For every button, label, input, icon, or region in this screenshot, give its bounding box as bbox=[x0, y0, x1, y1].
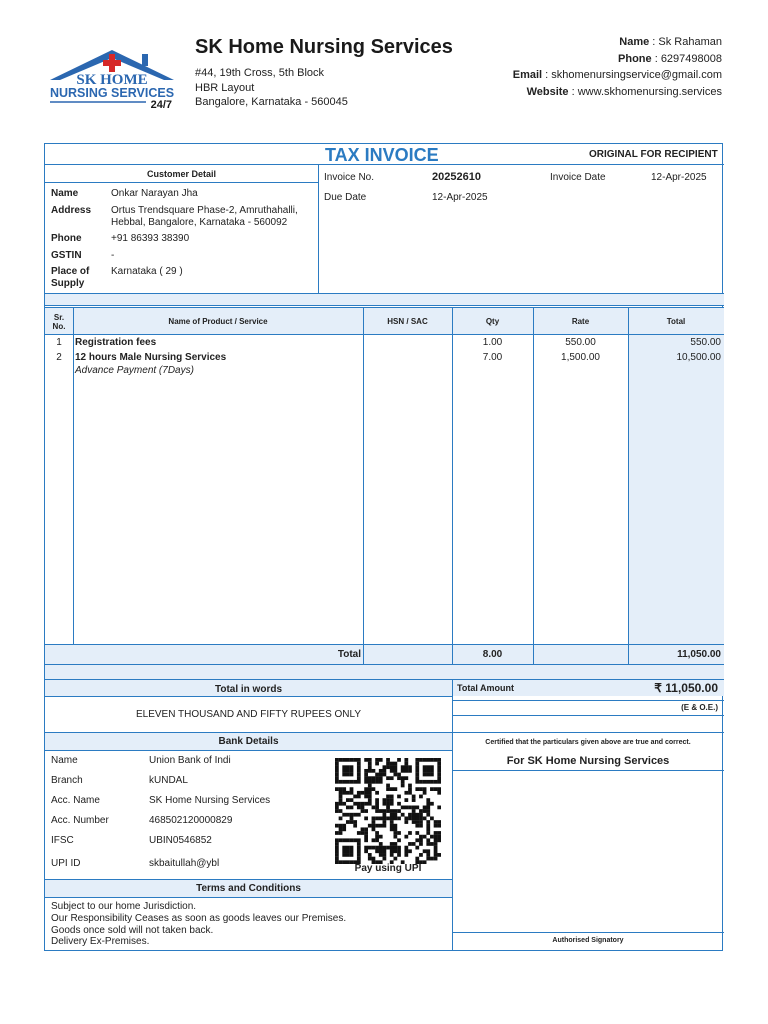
acc-number: 468502120000829 bbox=[149, 815, 233, 826]
bank-branch: kUNDAL bbox=[149, 775, 188, 786]
row-2-sr: 2 bbox=[56, 352, 62, 363]
customer-address-label: Address bbox=[51, 205, 92, 216]
table-total-label: Total bbox=[337, 649, 361, 660]
total-in-words-heading: Total in words bbox=[214, 684, 283, 695]
upi-id: skbaitullah@ybl bbox=[149, 858, 220, 869]
invoice-copy-label: ORIGINAL FOR RECIPIENT bbox=[589, 149, 718, 160]
terms-heading: Terms and Conditions bbox=[196, 883, 301, 894]
invoice-title: TAX INVOICE bbox=[325, 145, 439, 165]
for-company: For SK Home Nursing Services bbox=[506, 755, 670, 767]
invoice-header bbox=[0, 0, 768, 140]
bank-details-heading: Bank Details bbox=[218, 736, 279, 747]
row-1-name: Registration fees bbox=[75, 337, 157, 348]
acc-name-label: Acc. Name bbox=[51, 795, 100, 806]
row-1-total: 550.00 bbox=[690, 337, 721, 348]
customer-gstin-label: GSTIN bbox=[51, 250, 82, 261]
col-name-header: Name of Product / Service bbox=[168, 317, 268, 326]
svg-text:24/7: 24/7 bbox=[150, 99, 172, 111]
customer-gstin: - bbox=[111, 250, 115, 261]
due-date-label: Due Date bbox=[324, 192, 367, 203]
contact-website[interactable]: Website : www.skhomenursing.services bbox=[526, 85, 722, 98]
company-address: #44, 19th Cross, 5th Block HBR Layout Bangalore, Karnataka - 560045 bbox=[195, 67, 348, 108]
certification-text: Certified that the particulars given above are true and correct. bbox=[485, 739, 691, 746]
customer-place: Karnataka ( 29 ) bbox=[111, 266, 183, 277]
col-hsn-header: HSN / SAC bbox=[387, 317, 428, 326]
row-1-rate: 550.00 bbox=[565, 337, 596, 348]
ifsc-code: UBIN0546852 bbox=[149, 835, 212, 846]
bank-branch-label: Branch bbox=[51, 775, 83, 786]
customer-name-label: Name bbox=[51, 188, 79, 199]
bank-name: Union Bank of Indi bbox=[149, 755, 231, 766]
row-1-qty: 1.00 bbox=[482, 337, 503, 348]
contact-block bbox=[513, 34, 722, 100]
customer-phone-label: Phone bbox=[51, 233, 82, 244]
customer-address: Ortus Trendsquare Phase-2, Amruthahalli, Hebbal, Bangalore, Karnataka - 560092 bbox=[111, 205, 298, 228]
upi-id-label: UPI ID bbox=[51, 858, 81, 869]
customer-name: Onkar Narayan Jha bbox=[111, 188, 198, 199]
terms-text: Subject to our home Jurisdiction. Our Responsibility Ceases as soon as goods leaves our Premises. Goods once sold will not taken back. Delivery Ex-Premises. bbox=[51, 901, 347, 948]
contact-phone: Phone : 6297498008 bbox=[618, 52, 722, 65]
row-2-rate: 1,500.00 bbox=[561, 352, 600, 363]
ifsc-label: IFSC bbox=[51, 835, 74, 846]
upi-qr-code-icon[interactable] bbox=[335, 758, 441, 864]
company-logo bbox=[46, 46, 178, 112]
row-2-total: 10,500.00 bbox=[676, 352, 721, 363]
row-2-qty: 7.00 bbox=[482, 352, 503, 363]
acc-number-label: Acc. Number bbox=[51, 815, 109, 826]
eoe-note: (E & O.E.) bbox=[681, 703, 718, 712]
acc-name: SK Home Nursing Services bbox=[149, 795, 271, 806]
row-2-name: 12 hours Male Nursing Services bbox=[75, 352, 227, 363]
total-amount: ₹ 11,050.00 bbox=[654, 681, 718, 695]
authorised-signatory: Authorised Signatory bbox=[552, 937, 624, 944]
customer-detail-heading: Customer Detail bbox=[146, 169, 217, 179]
row-1-sr: 1 bbox=[56, 337, 62, 348]
svg-text:NURSING SERVICES: NURSING SERVICES bbox=[49, 86, 175, 100]
invoice-body bbox=[44, 143, 723, 951]
due-date: 12-Apr-2025 bbox=[432, 192, 488, 203]
invoice-no: 20252610 bbox=[432, 171, 481, 183]
invoice-date: 12-Apr-2025 bbox=[651, 172, 707, 183]
customer-phone: +91 86393 38390 bbox=[111, 233, 190, 244]
pay-using-upi: Pay using UPI bbox=[354, 863, 422, 874]
contact-name: Name : Sk Rahaman bbox=[619, 36, 722, 48]
company-name: SK Home Nursing Services bbox=[195, 36, 453, 58]
svg-text:SK HOME: SK HOME bbox=[76, 72, 148, 88]
bank-name-label: Name bbox=[51, 755, 78, 766]
invoice-no-label: Invoice No. bbox=[324, 172, 375, 183]
total-amount-label: Total Amount bbox=[457, 683, 514, 693]
invoice-date-label: Invoice Date bbox=[550, 172, 606, 183]
col-total-header: Total bbox=[666, 317, 686, 326]
row-2-subtext: Advance Payment (7Days) bbox=[75, 365, 194, 376]
contact-email[interactable]: Email : skhomenursingservice@gmail.com bbox=[512, 69, 722, 81]
table-total-amount: 11,050.00 bbox=[677, 649, 721, 660]
table-total-qty: 8.00 bbox=[482, 649, 503, 660]
col-qty-header: Qty bbox=[485, 317, 500, 326]
col-rate-header: Rate bbox=[571, 317, 590, 326]
col-sr-header: Sr. No. bbox=[52, 313, 66, 331]
customer-place-label: Place of Supply bbox=[51, 266, 90, 289]
total-in-words: ELEVEN THOUSAND AND FIFTY RUPEES ONLY bbox=[135, 709, 362, 720]
